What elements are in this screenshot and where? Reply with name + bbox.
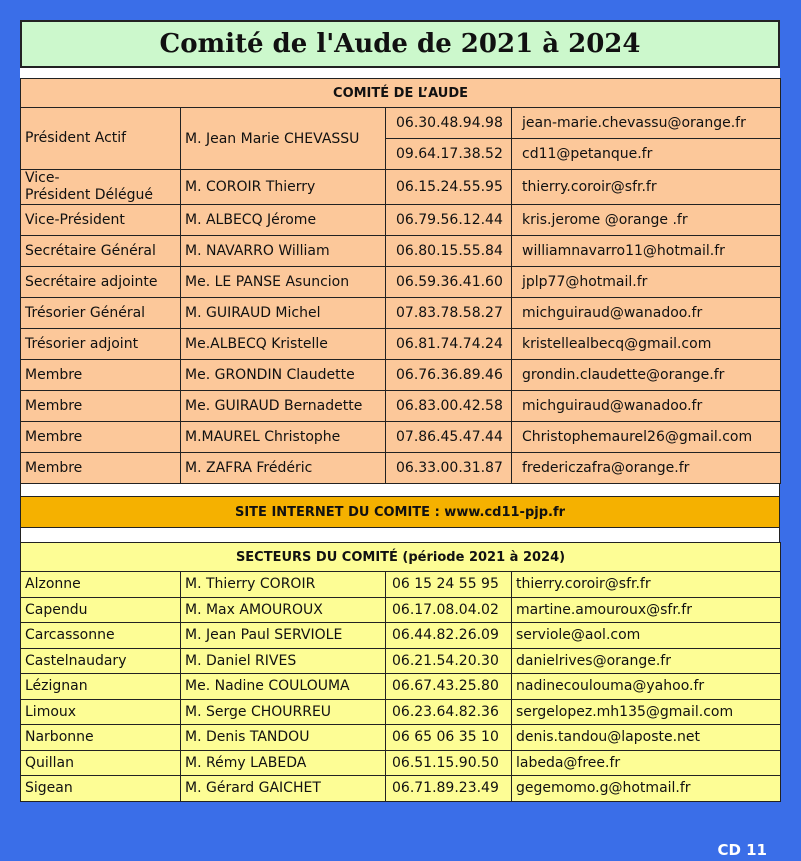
member-name: Me.ALBECQ Kristelle [181, 329, 386, 360]
member-name: M.MAUREL Christophe [181, 422, 386, 453]
comite-table [20, 78, 781, 484]
member-email-link[interactable]: williamnavarro11@hotmail.fr [512, 236, 781, 267]
sector-row [21, 648, 781, 674]
comite-header: COMITÉ DE L’AUDE [21, 79, 781, 108]
sector-phone: 06.21.54.20.30 [386, 648, 512, 674]
member-name: Me. LE PANSE Asuncion [181, 267, 386, 298]
member-role: Secrétaire Général [21, 236, 181, 267]
sector-name: Alzonne [21, 572, 181, 598]
member-role: Membre [21, 360, 181, 391]
member-email-link[interactable]: michguiraud@wanadoo.fr [512, 391, 781, 422]
sector-row [21, 750, 781, 776]
member-role: Trésorier adjoint [21, 329, 181, 360]
sector-phone: 06.44.82.26.09 [386, 623, 512, 649]
member-email-link[interactable]: Christophemaurel26@gmail.com [512, 422, 781, 453]
sector-row [21, 699, 781, 725]
member-phone: 07.86.45.47.44 [386, 422, 512, 453]
comite-row [21, 108, 781, 139]
member-role: Secrétaire adjointe [21, 267, 181, 298]
sector-phone: 06.71.89.23.49 [386, 776, 512, 802]
sector-email-link[interactable]: thierry.coroir@sfr.fr [512, 572, 781, 598]
sector-row [21, 776, 781, 802]
member-email-link[interactable]: fredericzafra@orange.fr [512, 453, 781, 484]
member-email-link[interactable]: thierry.coroir@sfr.fr [512, 170, 781, 205]
sector-contact-name: Me. Nadine COULOUMA [181, 674, 386, 700]
member-phone: 06.30.48.94.98 [386, 108, 512, 139]
member-email-link[interactable]: kristellealbecq@gmail.com [512, 329, 781, 360]
member-role: Membre [21, 453, 181, 484]
comite-row [21, 360, 781, 391]
sector-row [21, 623, 781, 649]
sector-email-link[interactable]: labeda@free.fr [512, 750, 781, 776]
member-phone: 07.83.78.58.27 [386, 298, 512, 329]
page-title: Comité de l'Aude de 2021 à 2024 [20, 20, 780, 68]
comite-row [21, 329, 781, 360]
member-name: Me. GUIRAUD Bernadette [181, 391, 386, 422]
member-phone: 06.15.24.55.95 [386, 170, 512, 205]
site-banner[interactable]: SITE INTERNET DU COMITE : www.cd11-pjp.fr [20, 496, 780, 528]
member-name: M. NAVARRO William [181, 236, 386, 267]
member-phone: 06.81.74.74.24 [386, 329, 512, 360]
member-name: M. COROIR Thierry [181, 170, 386, 205]
sector-contact-name: M. Thierry COROIR [181, 572, 386, 598]
sector-email-link[interactable]: sergelopez.mh135@gmail.com [512, 699, 781, 725]
member-email-link[interactable]: jplp77@hotmail.fr [512, 267, 781, 298]
sector-contact-name: M. Rémy LABEDA [181, 750, 386, 776]
sector-row [21, 572, 781, 598]
sector-contact-name: M. Jean Paul SERVIOLE [181, 623, 386, 649]
sector-contact-name: M. Max AMOUROUX [181, 597, 386, 623]
sector-name: Carcassonne [21, 623, 181, 649]
sector-phone: 06 65 06 35 10 [386, 725, 512, 751]
comite-row [21, 170, 781, 205]
member-phone: 06.59.36.41.60 [386, 267, 512, 298]
member-phone: 06.76.36.89.46 [386, 360, 512, 391]
sector-name: Lézignan [21, 674, 181, 700]
member-email-link[interactable]: cd11@petanque.fr [512, 139, 781, 170]
sector-row [21, 674, 781, 700]
member-role: Vice- Président Délégué [21, 170, 181, 205]
member-email-link[interactable]: jean-marie.chevassu@orange.fr [512, 108, 781, 139]
secteurs-table [20, 542, 781, 802]
sector-name: Sigean [21, 776, 181, 802]
member-role: Trésorier Général [21, 298, 181, 329]
member-email-link[interactable]: kris.jerome @orange .fr [512, 205, 781, 236]
sector-email-link[interactable]: serviole@aol.com [512, 623, 781, 649]
sector-email-link[interactable]: denis.tandou@laposte.net [512, 725, 781, 751]
member-name: M. ZAFRA Frédéric [181, 453, 386, 484]
member-name: Me. GRONDIN Claudette [181, 360, 386, 391]
sector-phone: 06.67.43.25.80 [386, 674, 512, 700]
member-phone: 06.83.00.42.58 [386, 391, 512, 422]
comite-row [21, 453, 781, 484]
comite-row [21, 422, 781, 453]
sector-phone: 06.17.08.04.02 [386, 597, 512, 623]
sector-phone: 06 15 24 55 95 [386, 572, 512, 598]
member-phone: 06.33.00.31.87 [386, 453, 512, 484]
sector-contact-name: M. Denis TANDOU [181, 725, 386, 751]
sector-name: Capendu [21, 597, 181, 623]
footer-label: CD 11 [717, 841, 767, 859]
member-name: M. GUIRAUD Michel [181, 298, 386, 329]
sector-contact-name: M. Serge CHOURREU [181, 699, 386, 725]
sector-row [21, 597, 781, 623]
sector-phone: 06.51.15.90.50 [386, 750, 512, 776]
member-role: Membre [21, 422, 181, 453]
member-email-link[interactable]: grondin.claudette@orange.fr [512, 360, 781, 391]
sector-name: Castelnaudary [21, 648, 181, 674]
sector-name: Narbonne [21, 725, 181, 751]
section-gap [20, 528, 780, 542]
sector-email-link[interactable]: gegemomo.g@hotmail.fr [512, 776, 781, 802]
secteurs-header: SECTEURS DU COMITÉ (période 2021 à 2024) [21, 543, 781, 572]
comite-row [21, 267, 781, 298]
sector-name: Quillan [21, 750, 181, 776]
title-divider [20, 68, 780, 78]
member-phone: 09.64.17.38.52 [386, 139, 512, 170]
sector-email-link[interactable]: nadinecoulouma@yahoo.fr [512, 674, 781, 700]
member-role: Président Actif [21, 108, 181, 170]
comite-row [21, 391, 781, 422]
sector-name: Limoux [21, 699, 181, 725]
member-role: Vice-Président [21, 205, 181, 236]
sector-email-link[interactable]: danielrives@orange.fr [512, 648, 781, 674]
member-name: M. Jean Marie CHEVASSU [181, 108, 386, 170]
comite-row [21, 236, 781, 267]
member-phone: 06.80.15.55.84 [386, 236, 512, 267]
sector-row [21, 725, 781, 751]
member-email-link[interactable]: michguiraud@wanadoo.fr [512, 298, 781, 329]
sector-contact-name: M. Gérard GAICHET [181, 776, 386, 802]
comite-row [21, 205, 781, 236]
sector-contact-name: M. Daniel RIVES [181, 648, 386, 674]
member-name: M. ALBECQ Jérome [181, 205, 386, 236]
comite-row [21, 298, 781, 329]
member-phone: 06.79.56.12.44 [386, 205, 512, 236]
sector-email-link[interactable]: martine.amouroux@sfr.fr [512, 597, 781, 623]
section-gap [20, 484, 780, 496]
sector-phone: 06.23.64.82.36 [386, 699, 512, 725]
member-role: Membre [21, 391, 181, 422]
